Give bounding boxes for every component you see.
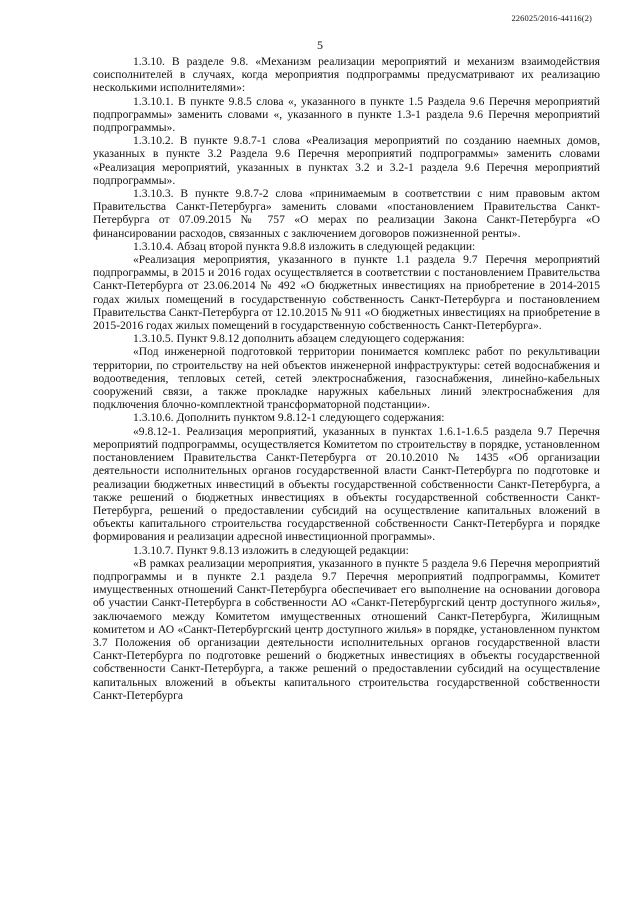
quoted-paragraph: «9.8.12-1. Реализация мероприятий, указанных в пунктах 1.6.1-1.6.5 раздела 9.7 Перечня мероприятий подпрограммы, осуществляется Комитетом по строительству в порядке, установленном постановлением Правительства Санкт-Петербурга от 20.10.2010 № 1435 «Об организации деятельности исполнительных органов государственной власти Санкт-Петербурга по подготовке и реализации бюджетных инвестиций в объекты государственной собственности Санкт-Петербурга, а также решений о бюджетных инвестициях в объекты государственной собственности Санкт-Петербурга, решений о предоставлении субсидий на осуществление капитальных вложений в объекты капитального строительства государственной собственности Санкт-Петербурга и порядке формирования и реализации адресной инвестиционной программы». — [93, 424, 600, 544]
paragraph-1-3-10-3: 1.3.10.3. В пункте 9.8.7-2 слова «принимаемым в соответствии с ним правовым актом Правительства Санкт-Петербурга» заменить словами «постановлением Правительства Санкт-Петербурга от 07.09.2015 № 757 «О мерах по реализации Закона Санкт-Петербурга «О финансировании расходов, связанных с заключением договоров пожизненной ренты». — [93, 187, 600, 240]
paragraph-1-3-10: 1.3.10. В разделе 9.8. «Механизм реализации мероприятий и механизм взаимодействия соисполнителей в случаях, когда мероприятия подпрограммы предусматривают их реализацию несколькими исполнителями»: — [93, 55, 600, 95]
quoted-paragraph: «Под инженерной подготовкой территории понимается комплекс работ по рекультивации территории, по строительству на ней объектов инженерной инфраструктуры: сетей водоснабжения и водоотведения, тепловых сетей, сетей электроснабжения, газоснабжения, линейно-кабельных сооружений связи, а также прокладке наружных кабельных линий электроснабжения для подключения блочно-комплектной трансформаторной подстанции». — [93, 345, 600, 412]
paragraph-1-3-10-7: 1.3.10.7. Пункт 9.8.13 изложить в следующей редакции: — [133, 543, 409, 557]
paragraph-1-3-10-6: 1.3.10.6. Дополнить пунктом 9.8.12-1 следующего содержания: — [133, 411, 445, 425]
paragraph-1-3-10-5: 1.3.10.5. Пункт 9.8.12 дополнить абзацем следующего содержания: — [133, 332, 465, 346]
document-id: 226025/2016-44116(2) — [511, 13, 592, 23]
document-body — [93, 55, 600, 702]
paragraph-1-3-10-1: 1.3.10.1. В пункте 9.8.5 слова «, указанного в пункте 1.5 Раздела 9.6 Перечня мероприятий подпрограммы» заменить словами «, указанного в пункте 1.3-1 раздела 9.6 Перечня мероприятий подпрограммы». — [93, 94, 600, 135]
paragraph-1-3-10-4: 1.3.10.4. Абзац второй пункта 9.8.8 изложить в следующей редакции: — [133, 239, 476, 253]
quoted-paragraph: «В рамках реализации мероприятия, указанного в пункте 5 раздела 9.6 Перечня мероприятий подпрограммы и в пункте 2.1 раздела 9.7 Перечня мероприятий подпрограммы, Комитет имущественных отношений Санкт-Петербурга обеспечивает его выполнение на основании договора об участии Санкт-Петербурга в собственности АО «Санкт-Петербургский центр доступного жилья», заключаемого между Комитетом имущественных отношений Санкт-Петербурга, Жилищным комитетом и АО «Санкт-Петербургский центр доступного жилья» в порядке, установленном пунктом 3.7 Положения об организации деятельности исполнительных органов государственной власти Санкт-Петербурга по подготовке решений о бюджетных инвестициях в объекты государственной собственности Санкт-Петербурга, а также решений о предоставлении субсидий на осуществление капитальных вложений в объекты капитального строительства государственной собственности Санкт-Петербурга — [93, 556, 600, 702]
page-number: 5 — [317, 38, 323, 52]
paragraph-1-3-10-2: 1.3.10.2. В пункте 9.8.7-1 слова «Реализация мероприятий по созданию наемных домов, указанных в пункте 3.2 Раздела 9.6 Перечня мероприятий подпрограммы» заменить словами «Реализация мероприятий, указанных в пунктах 3.2 и 3.2-1 раздела 9.6 Перечня мероприятий подпрограммы». — [93, 134, 600, 187]
quoted-paragraph: «Реализация мероприятия, указанного в пункте 1.1 раздела 9.7 Перечня мероприятий подпрограммы, в 2015 и 2016 годах осуществляется в соответствии с постановлением Правительства Санкт-Петербурга от 23.06.2014 № 492 «О бюджетных инвестициях на приобретение в 2014-2015 годах жилых помещений в государственную собственность Санкт-Петербурга и постановлением Правительства Санкт-Петербурга от 12.10.2015 № 911 «О бюджетных инвестициях на приобретение в 2015-2016 годах жилых помещений в государственную собственность Санкт-Петербурга». — [93, 253, 600, 333]
